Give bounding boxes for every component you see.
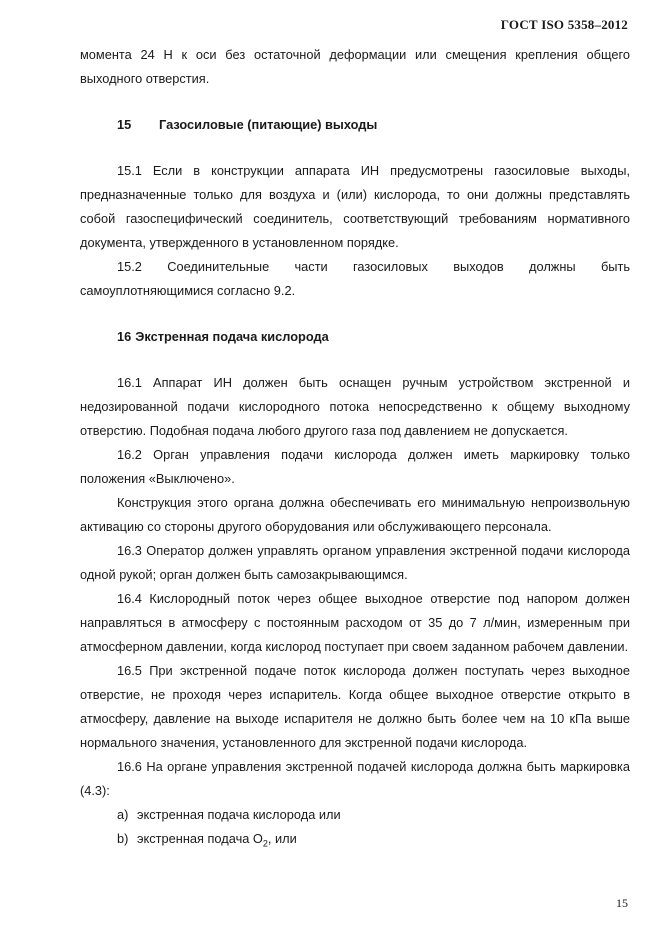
paragraph-16-3: 16.3 Оператор должен управлять органом управления экстренной подачи кислорода одной рукой; орган должен быть самозакрывающимся. [80, 543, 630, 582]
list-marker: b) [117, 831, 129, 846]
paragraph-15-1: 15.1 Если в конструкции аппарата ИН предусмотрены газосиловые выходы, предназначенные только для воздуха и (или) кислорода, то они должны представлять собой газоспецифический соединитель, соответствующий требованиям нормативного документа, утвержденного в установленном порядке. [80, 163, 630, 250]
paragraph-16-2-continued: Конструкция этого органа должна обеспечивать его минимальную непроизвольную активацию со стороны другого оборудования или обслуживающего персонала. [80, 495, 630, 534]
paragraph-15-2: 15.2 Соединительные части газосиловых выходов должны быть самоуплотняющимися согласно 9.2. [80, 259, 630, 298]
section-number: 16 [117, 329, 132, 344]
paragraph-16-4: 16.4 Кислородный поток через общее выходное отверстие под напором должен направляться в атмосферу с постоянным расходом от 35 до 7 л/мин, измеренным при атмосферном давлении, когда кислород поступает при своем заданном рабочем давлении. [80, 591, 630, 654]
list-marker: а) [117, 807, 129, 822]
page-number: 15 [616, 896, 628, 910]
section-heading-16 [80, 325, 630, 349]
section-heading-15 [80, 113, 630, 137]
list-text: экстренная подача кислорода или [137, 807, 341, 822]
paragraph-16-1: 16.1 Аппарат ИН должен быть оснащен ручным устройством экстренной и недозированной подачи кислородного потока непосредственно к общему выходному отверстию. Подобная подача любого другого газа под давлением не допускается. [80, 375, 630, 438]
paragraph-16-5: 16.5 При экстренной подаче поток кислорода должен поступать через выходное отверстие, не проходя через испаритель. Когда общее выходное отверстие открыто в атмосферу, давление на выходе испарителя не должно быть более чем на 10 кПа выше нормального значения, установленного для экстренной подачи кислорода. [80, 663, 630, 750]
paragraph-continuation: момента 24 Н к оси без остаточной деформации или смещения крепления общего выходного отверстия. [80, 47, 630, 86]
document-body [80, 43, 630, 851]
section-title: Газосиловые (питающие) выходы [159, 117, 378, 132]
document-header: ГОСТ ISO 5358–2012 [500, 17, 628, 32]
list-item-a [80, 803, 630, 827]
section-title: Экстренная подача кислорода [135, 329, 329, 344]
paragraph-16-6: 16.6 На органе управления экстренной подачей кислорода должна быть маркировка (4.3): [80, 759, 630, 798]
list-text-pre: экстренная подача О [137, 831, 263, 846]
subscript: 2 [262, 838, 268, 849]
section-number: 15 [117, 117, 132, 132]
paragraph-16-2: 16.2 Орган управления подачи кислорода должен иметь маркировку только положения «Выключено». [80, 447, 630, 486]
list-item-b [80, 827, 630, 851]
list-text-post: , или [267, 831, 297, 846]
